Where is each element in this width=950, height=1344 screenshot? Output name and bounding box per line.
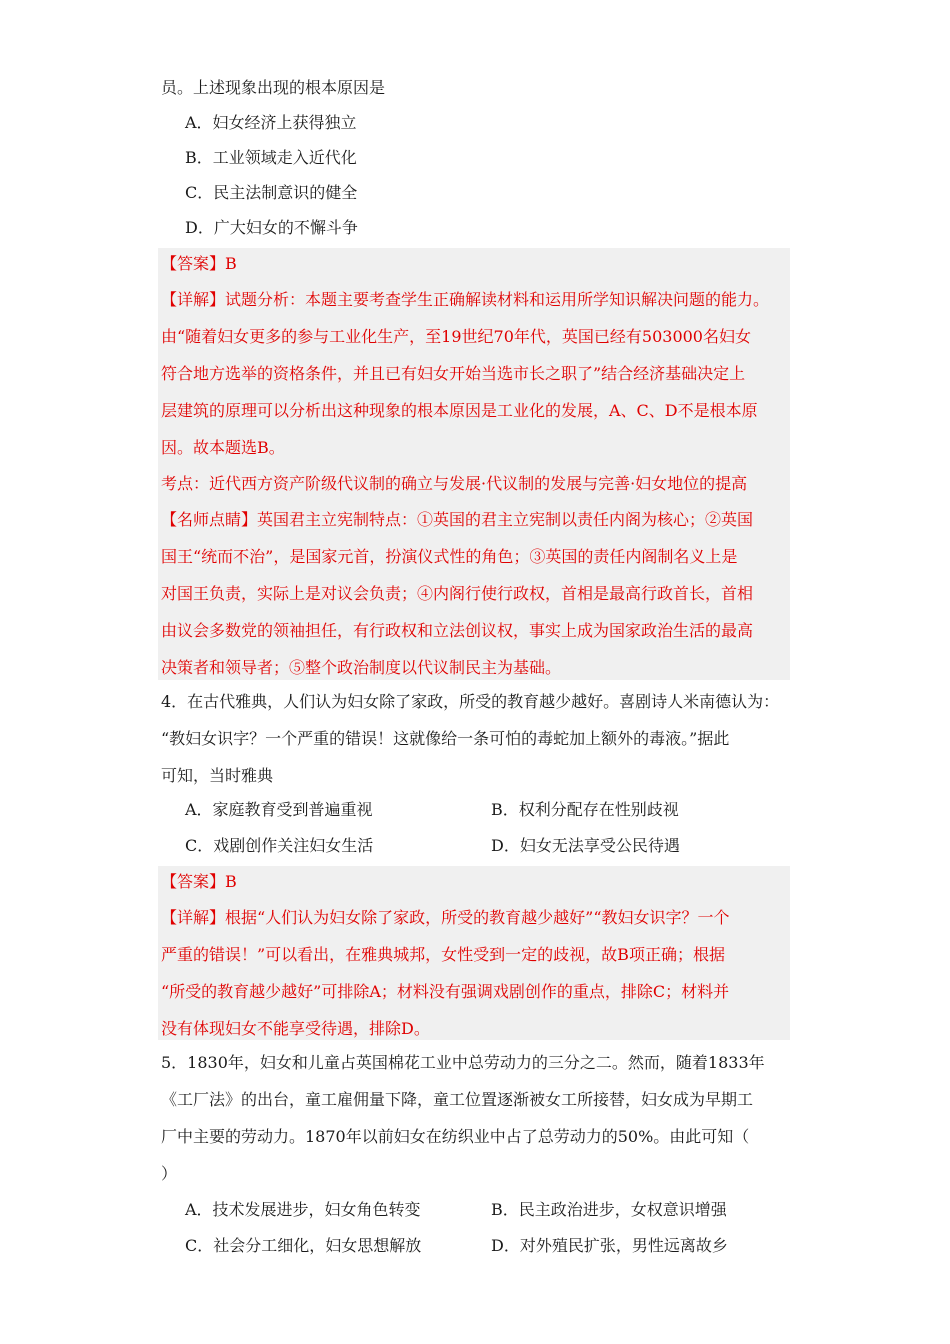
q4-option-b: B．权利分配存在性别歧视 <box>491 800 679 819</box>
q3-mingshi-line: 决策者和领导者；⑤整个政治制度以代议制民主为基础。 <box>161 658 562 677</box>
q3-mingshi-line: 由议会多数党的领袖担任，有行政权和立法创议权，事实上成为国家政治生活的最高 <box>161 621 754 640</box>
q3-kaodian: 考点：近代西方资产阶级代议制的确立与发展·代议制的发展与完善·妇女地位的提高 <box>161 474 748 493</box>
q5-stem-line: ） <box>161 1164 178 1183</box>
q5-stem-line: 5．1830年，妇女和儿童占英国棉花工业中总劳动力的三分之二。然而，随着1833年 <box>161 1053 765 1072</box>
q4-stem-line: 可知，当时雅典 <box>161 766 274 785</box>
q3-answer-box <box>158 248 790 680</box>
q4-detail-line: “所受的教育越少越好”可排除A；材料没有强调戏剧创作的重点，排除C；材料并 <box>161 982 730 1001</box>
q5-option-a: A．技术发展进步，妇女角色转变 <box>185 1200 421 1219</box>
q3-mingshi-line: 国王“统而不治”，是国家元首，扮演仪式性的角色；③英国的责任内阁制名义上是 <box>161 547 738 566</box>
q5-option-d: D．对外殖民扩张，男性远离故乡 <box>491 1236 728 1255</box>
q3-option-c: C．民主法制意识的健全 <box>185 183 358 202</box>
q3-detail-line: 由“随着妇女更多的参与工业化生产，至19世纪70年代，英国已经有503000名妇女 <box>161 327 751 346</box>
q4-detail-line: 严重的错误！”可以看出，在雅典城邦，女性受到一定的歧视，故B项正确；根据 <box>161 945 725 964</box>
q4-detail-line: 没有体现妇女不能享受待遇，排除D。 <box>161 1019 430 1038</box>
q5-stem-line: 厂中主要的劳动力。1870年以前妇女在纺织业中占了总劳动力的50%。由此可知（ <box>161 1127 750 1146</box>
q3-detail-line: 符合地方选举的资格条件，并且已有妇女开始当选市长之职了”结合经济基础决定上 <box>161 364 746 383</box>
q3-mingshi-line: 对国王负责，实际上是对议会负责；④内阁行使行政权，首相是最高行政首长，首相 <box>161 584 754 603</box>
q3-answer: 【答案】B <box>161 254 237 273</box>
q3-detail-line: 【详解】试题分析：本题主要考查学生正确解读材料和运用所学知识解决问题的能力。 <box>161 290 770 309</box>
q4-answer: 【答案】B <box>161 872 237 891</box>
q3-detail-line: 因。故本题选B。 <box>161 438 285 457</box>
q5-option-c: C．社会分工细化，妇女思想解放 <box>185 1236 422 1255</box>
q5-stem-line: 《工厂法》的出台，童工雇佣量下降，童工位置逐渐被女工所接替，妇女成为早期工 <box>161 1090 754 1109</box>
q3-option-b: B．工业领域走入近代化 <box>185 148 357 167</box>
q4-option-a: A．家庭教育受到普遍重视 <box>185 800 373 819</box>
q3-option-d: D．广大妇女的不懈斗争 <box>185 218 358 237</box>
q3-option-a: A．妇女经济上获得独立 <box>185 113 357 132</box>
q3-stem-tail: 员。上述现象出现的根本原因是 <box>161 78 386 97</box>
q3-mingshi-line: 【名师点睛】英国君主立宪制特点：①英国的君主立宪制以责任内阁为核心；②英国 <box>161 510 754 529</box>
q4-option-c: C．戏剧创作关注妇女生活 <box>185 836 374 855</box>
q4-option-d: D．妇女无法享受公民待遇 <box>491 836 680 855</box>
q3-detail-line: 层建筑的原理可以分析出这种现象的根本原因是工业化的发展，A、C、D不是根本原 <box>161 401 758 420</box>
q4-stem-line: 4．在古代雅典，人们认为妇女除了家政，所受的教育越少越好。喜剧诗人米南德认为： <box>161 692 780 711</box>
q5-option-b: B．民主政治进步，女权意识增强 <box>491 1200 727 1219</box>
q4-stem-line: “教妇女识字？一个严重的错误！这就像给一条可怕的毒蛇加上额外的毒液。”据此 <box>161 729 730 748</box>
q4-detail-line: 【详解】根据“人们认为妇女除了家政，所受的教育越少越好”“教妇女识字？一个 <box>161 908 730 927</box>
